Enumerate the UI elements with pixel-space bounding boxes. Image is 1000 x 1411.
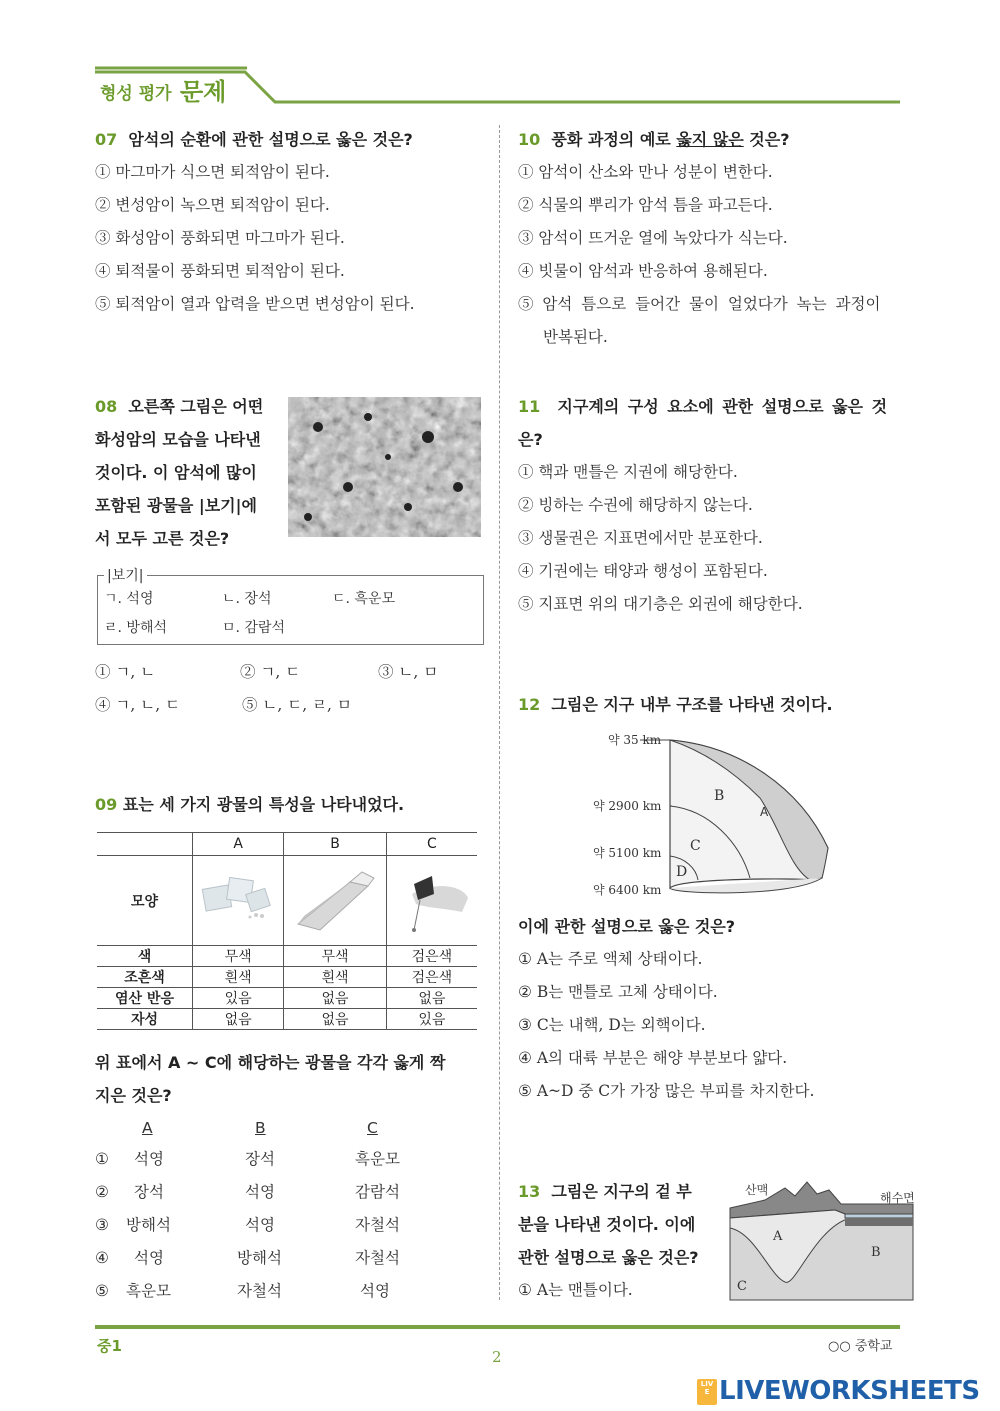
page-number: 2 bbox=[492, 1348, 502, 1366]
depth-label-35: 약 35 km bbox=[608, 733, 662, 747]
question-08-line-4: 포함된 광물을 |보기|에 bbox=[95, 496, 257, 515]
question-08-line-1 bbox=[95, 390, 263, 423]
calcite-crystals-image bbox=[198, 869, 278, 929]
table-cell: 없음 bbox=[193, 1009, 284, 1030]
question-08-line-5: 서 모두 고른 것은? bbox=[95, 529, 230, 548]
table-col-a: A bbox=[193, 833, 284, 856]
table-cell: 없음 bbox=[284, 988, 387, 1009]
question-number: 10 bbox=[518, 130, 541, 149]
question-12-stem bbox=[518, 688, 833, 721]
option-number[interactable]: ① bbox=[95, 1150, 109, 1168]
answer-b: 방해석 bbox=[237, 1249, 282, 1267]
answer-c: 자철석 bbox=[355, 1216, 400, 1234]
question-text: 오른쪽 그림은 어떤 bbox=[128, 397, 264, 416]
footer-grade: 중1 bbox=[97, 1337, 122, 1355]
answer-a: 석영 bbox=[134, 1249, 164, 1267]
option-1[interactable]: ① 암석이 산소와 만나 성분이 변한다. bbox=[518, 163, 773, 181]
question-08-line-2: 화성암의 모습을 나타낸 bbox=[95, 430, 261, 449]
question-text: 그림은 지구 내부 구조를 나타낸 것이다. bbox=[551, 695, 833, 714]
option-5[interactable]: ⑤ 암석 틈으로 들어간 물이 얼었다가 녹는 과정이 bbox=[518, 295, 881, 313]
table-cell: 있음 bbox=[193, 988, 284, 1009]
question-number: 11 bbox=[518, 397, 541, 416]
answer-c: 석영 bbox=[360, 1282, 390, 1300]
mineral-a-image bbox=[193, 856, 284, 946]
question-10-stem bbox=[518, 123, 789, 156]
question-13-line-3: 관한 설명으로 옳은 것은? bbox=[518, 1248, 699, 1267]
answer-b: 석영 bbox=[245, 1216, 275, 1234]
question-text: 표는 세 가지 광물의 특성을 나타내었다. bbox=[122, 795, 405, 814]
mineral-b-image bbox=[284, 856, 387, 946]
label-a: A bbox=[773, 1229, 783, 1244]
answer-b: 자철석 bbox=[237, 1282, 282, 1300]
answer-a: 흑운모 bbox=[126, 1282, 171, 1300]
depth-label-2900: 약 2900 km bbox=[593, 799, 662, 813]
answer-c: 자철석 bbox=[355, 1249, 400, 1267]
option-3[interactable]: ③ 암석이 뜨거운 열에 녹았다가 식는다. bbox=[518, 229, 788, 247]
label-mountain: 산맥 bbox=[745, 1183, 769, 1197]
table-cell: 무색 bbox=[284, 946, 387, 967]
option-3[interactable]: ③ 생물권은 지표면에서만 분포한다. bbox=[518, 529, 763, 547]
question-11-line-2: 은? bbox=[518, 430, 543, 449]
option-3[interactable]: ③ ㄴ, ㅁ bbox=[378, 663, 439, 681]
option-3[interactable]: ③ 화성암이 풍화되면 마그마가 된다. bbox=[95, 229, 345, 247]
label-sea-level: 해수면 bbox=[880, 1191, 915, 1205]
brand-text: LIVEWORKSHEETS bbox=[719, 1376, 980, 1406]
option-2[interactable]: ② B는 맨틀로 고체 상태이다. bbox=[518, 983, 718, 1001]
answer-c: 흑운모 bbox=[355, 1150, 400, 1168]
question-09-stem bbox=[95, 788, 404, 821]
question-08-line-3: 것이다. 이 암석에 많이 bbox=[95, 463, 257, 482]
bogi-item-3: ㄷ. 흑운모 bbox=[332, 591, 395, 607]
option-number[interactable]: ③ bbox=[95, 1216, 109, 1234]
bogi-title: |보기| bbox=[104, 565, 147, 585]
table-cell: 무색 bbox=[193, 946, 284, 967]
depth-label-6400: 약 6400 km bbox=[593, 883, 662, 897]
option-5-continued: 반복된다. bbox=[543, 328, 608, 346]
table-cell: 없음 bbox=[386, 988, 477, 1009]
option-1[interactable]: ① 마그마가 식으면 퇴적암이 된다. bbox=[95, 163, 330, 181]
answer-head-c: C bbox=[367, 1119, 378, 1137]
question-number: 08 bbox=[95, 397, 118, 416]
option-1[interactable]: ① A는 맨틀이다. bbox=[518, 1281, 633, 1299]
option-number[interactable]: ④ bbox=[95, 1249, 109, 1267]
answer-a: 방해석 bbox=[126, 1216, 171, 1234]
answer-b: 장석 bbox=[245, 1150, 275, 1168]
header-big-title: 문제 bbox=[180, 78, 227, 106]
table-corner bbox=[97, 833, 193, 856]
option-4[interactable]: ④ 기권에는 태양과 행성이 포함된다. bbox=[518, 562, 768, 580]
option-2[interactable]: ② 빙하는 수권에 해당하지 않는다. bbox=[518, 496, 753, 514]
magnetite-image bbox=[392, 864, 472, 934]
bogi-item-1: ㄱ. 석영 bbox=[104, 591, 154, 607]
row-label: 색 bbox=[97, 946, 193, 967]
option-1[interactable]: ① ㄱ, ㄴ bbox=[95, 663, 156, 681]
column-divider bbox=[499, 125, 501, 1300]
question-number: 09 bbox=[95, 795, 118, 814]
question-text: 지구계의 구성 요소에 관한 설명으로 옳은 것 bbox=[557, 397, 888, 416]
layer-label-c: C bbox=[690, 838, 701, 854]
answer-head-a: A bbox=[142, 1119, 153, 1137]
question-07-stem bbox=[95, 123, 413, 156]
question-number: 13 bbox=[518, 1182, 541, 1201]
option-1[interactable]: ① A는 주로 액체 상태이다. bbox=[518, 950, 703, 968]
table-cell: 흰색 bbox=[284, 967, 387, 988]
bogi-item-5: ㅁ. 감람석 bbox=[222, 620, 285, 636]
header-small-title: 형성 평가 bbox=[100, 84, 172, 104]
answer-b: 석영 bbox=[245, 1183, 275, 1201]
option-4[interactable]: ④ ㄱ, ㄴ, ㄷ bbox=[95, 696, 181, 714]
option-3[interactable]: ③ C는 내핵, D는 외핵이다. bbox=[518, 1016, 706, 1034]
row-label: 자성 bbox=[97, 1009, 193, 1030]
depth-label-5100: 약 5100 km bbox=[593, 846, 662, 860]
option-number[interactable]: ② bbox=[95, 1183, 109, 1201]
question-11-line-1 bbox=[518, 390, 887, 423]
mineral-table bbox=[97, 832, 477, 1030]
table-cell: 흰색 bbox=[193, 967, 284, 988]
layer-label-a: A bbox=[760, 805, 769, 819]
question-text: 그림은 지구의 겉 부 bbox=[551, 1182, 692, 1201]
option-4[interactable]: ④ 빗물이 암석과 반응하여 용해된다. bbox=[518, 262, 768, 280]
question-text: 풍화 과정의 예로 bbox=[551, 130, 677, 149]
bogi-item-4: ㄹ. 방해석 bbox=[104, 620, 167, 636]
layer-label-b: B bbox=[714, 788, 725, 804]
label-b: B bbox=[871, 1245, 881, 1260]
footer-rule bbox=[95, 1325, 900, 1329]
row-label-shape: 모양 bbox=[97, 856, 193, 946]
option-number[interactable]: ⑤ bbox=[95, 1282, 109, 1300]
option-4[interactable]: ④ 퇴적물이 풍화되면 퇴적암이 된다. bbox=[95, 262, 345, 280]
answer-a: 장석 bbox=[134, 1183, 164, 1201]
option-1[interactable]: ① 핵과 맨틀은 지권에 해당한다. bbox=[518, 463, 738, 481]
option-5[interactable]: ⑤ 지표면 위의 대기층은 외권에 해당한다. bbox=[518, 595, 803, 613]
live-badge-text: LIVE bbox=[700, 1380, 714, 1396]
row-label: 염산 반응 bbox=[97, 988, 193, 1009]
liveworksheets-logo bbox=[697, 1376, 992, 1408]
bogi-item-2: ㄴ. 장석 bbox=[222, 591, 272, 607]
question-09-line-2: 지은 것은? bbox=[95, 1086, 172, 1105]
answer-c: 감람석 bbox=[355, 1183, 400, 1201]
question-09-line-1: 위 표에서 A ~ C에 해당하는 광물을 각각 옳게 짝 bbox=[95, 1053, 446, 1072]
question-text-emphasis: 옳지 않은 bbox=[676, 130, 744, 149]
option-5[interactable]: ⑤ ㄴ, ㄷ, ㄹ, ㅁ bbox=[242, 696, 352, 714]
option-5[interactable]: ⑤ 퇴적암이 열과 압력을 받으면 변성암이 된다. bbox=[95, 295, 415, 313]
option-2[interactable]: ② 식물의 뿌리가 암석 틈을 파고든다. bbox=[518, 196, 773, 214]
earth-interior-diagram bbox=[590, 728, 840, 900]
table-cell: 검은색 bbox=[386, 946, 477, 967]
mineral-c-image bbox=[386, 856, 477, 946]
question-12-question: 이에 관한 설명으로 옳은 것은? bbox=[518, 917, 736, 936]
table-cell: 없음 bbox=[284, 1009, 387, 1030]
question-13-line-2: 분을 나타낸 것이다. 이에 bbox=[518, 1215, 696, 1234]
question-number: 07 bbox=[95, 130, 118, 149]
question-number: 12 bbox=[518, 695, 541, 714]
quartz-crystal-image bbox=[290, 864, 380, 934]
option-5[interactable]: ⑤ A~D 중 C가 가장 많은 부피를 차지한다. bbox=[518, 1082, 815, 1100]
table-cell: 있음 bbox=[386, 1009, 477, 1030]
answer-head-b: B bbox=[255, 1119, 266, 1137]
question-13-line-1 bbox=[518, 1175, 692, 1208]
footer-school: ○○ 중학교 bbox=[828, 1339, 893, 1354]
table-col-b: B bbox=[284, 833, 387, 856]
question-text-end: 것은? bbox=[743, 130, 790, 149]
option-4[interactable]: ④ A의 대륙 부분은 해양 부분보다 얇다. bbox=[518, 1049, 788, 1067]
granite-photo bbox=[288, 397, 481, 537]
table-cell: 검은색 bbox=[386, 967, 477, 988]
answer-a: 석영 bbox=[134, 1150, 164, 1168]
table-col-c: C bbox=[386, 833, 477, 856]
option-2[interactable]: ② ㄱ, ㄷ bbox=[240, 663, 301, 681]
layer-label-d: D bbox=[676, 864, 688, 880]
crust-cross-section bbox=[725, 1178, 920, 1308]
label-c: C bbox=[737, 1279, 747, 1294]
row-label: 조흔색 bbox=[97, 967, 193, 988]
question-text: 암석의 순환에 관한 설명으로 옳은 것은? bbox=[128, 130, 413, 149]
option-2[interactable]: ② 변성암이 녹으면 퇴적암이 된다. bbox=[95, 196, 330, 214]
